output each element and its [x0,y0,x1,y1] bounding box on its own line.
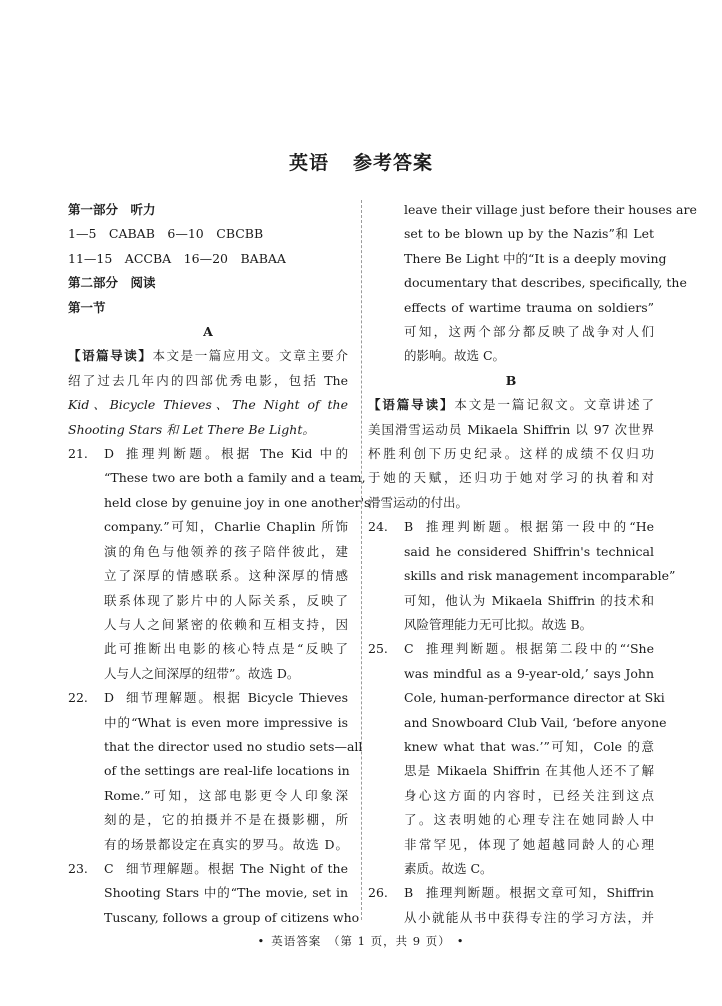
answer-letter: B [404,885,414,901]
explanation-line: 人与人之间深厚的纽带”。故选 D。 [104,665,300,681]
intro-line: 美国滑雪运动员 Mikaela Shiffrin 以 97 次世界 [368,421,654,437]
explanation-line: set to be blown up by the Nazis”和 Let [404,226,654,242]
answer-letter: B [404,519,414,535]
intro-line: 杯胜利创下历史纪录。这样的成绩不仅归功 [368,446,654,462]
explanation-line: said he considered Shiffrin's technical [404,543,654,559]
page-footer [0,933,722,949]
explanation-line: 推理判断题。根据第二段中的“‘She [426,641,654,657]
explanation-line: 有的场景都设定在真实的罗马。故选 D。 [104,836,348,852]
page-title [0,148,722,175]
explanation-line: 联系体现了影片中的人际关系，反映了 [104,592,348,608]
explanation-line: 的影响。故选 C。 [404,348,506,364]
passage-b-intro [368,393,654,515]
answer-letter: D [104,446,115,462]
explanation-line: 推理判断题。根据 The Kid 中的 [126,446,348,462]
section-heading-reading: 第二部分 阅读 [68,275,156,291]
explanation-line: 思是 Mikaela Shiffrin 在其他人还不了解 [404,763,654,779]
left-column [68,198,371,930]
explanation-line: of the settings are real-life locations in [104,763,350,779]
explanation-line: 身心这方面的内容时，已经关注到这点 [404,787,654,803]
explanation-line: 非常罕见，体现了她超越同龄人的心理 [404,836,654,852]
intro-line: Shooting Stars 和 Let There Be Light。 [68,421,315,437]
explanation-line: Shooting Stars 中的“The movie, set in [104,885,348,901]
intro-line: 本文是一篇应用文。文章主要介 [152,348,348,364]
explanation-line: 推理判断题。根据文章可知，Shiffrin [426,885,654,901]
answer-letter: C [104,860,114,876]
explanation-line: knew what that was.’”可知，Cole 的意 [404,738,654,754]
explanation-line: 可知，这两个部分都反映了战争对人们 [404,324,654,340]
answer-item-22 [68,686,363,857]
footer-bullet-icon: • [456,934,465,948]
section-heading-listening: 第一部分 听力 [68,202,156,217]
question-number: 22. [68,690,88,706]
explanation-line: 中的“What is even more impressive is [104,714,348,730]
subsection-heading: 第一节 [68,299,106,315]
explanation-line: 推理判断题。根据第一段中的“He [426,519,654,535]
explanation-line: Cole, human-performance director at Ski [404,690,665,706]
question-number: 26. [368,885,388,901]
answer-item-21 [68,442,371,686]
explanation-line: was mindful as a 9-year-old,’ says John [404,665,654,681]
intro-line: Kid、Bicycle Thieves、The Night of the [68,397,348,413]
explanation-line: 从小就能从书中获得专注的学习方法，并 [404,909,654,925]
listening-answers-1: 1—5 CABAB 6—10 CBCBB [68,226,264,242]
answer-item-25 [368,637,667,881]
answer-item-23-continued [404,198,697,369]
intro-label: 【语篇导读】 [68,348,153,364]
answer-letter: D [104,690,115,706]
explanation-line: 细节理解题。根据 The Night of the [126,860,348,876]
footer-text: 英语答案 （第 1 页，共 9 页） [271,934,451,948]
column-divider [361,200,362,920]
explanation-line: documentary that describes, specifically, the [404,275,687,291]
explanation-line: effects of wartime trauma on soldiers” [404,299,654,315]
explanation-line: 刻的是，它的拍摄并不是在摄影棚，所 [104,812,348,828]
explanation-line: 人与人之间紧密的依赖和互相支持，因 [104,616,348,632]
intro-line: 本文是一篇记叙文。文章讲述了 [454,397,654,413]
explanation-line: 细节理解题。根据 Bicycle Thieves [126,690,348,706]
explanation-line: 立了深厚的情感联系。这种深厚的情感 [104,568,348,584]
explanation-line: 此可推断出电影的核心特点是“反映了 [104,641,348,657]
explanation-line: leave their village just before their houses are [404,202,697,217]
footer-bullet-icon: • [257,934,266,948]
intro-line: 绍了过去几年内的四部优秀电影，包括 The [68,372,348,388]
explanation-line: 素质。故选 C。 [404,860,493,876]
answer-item-26 [368,881,654,930]
intro-label: 【语篇导读】 [368,397,455,413]
explanation-line: There Be Light 中的“It is a deeply moving [404,250,667,266]
answer-item-24 [368,515,676,637]
explanation-line: 了。这表明她的心理专注在她同龄人中 [404,812,654,828]
intro-line: 滑雪运动的付出。 [368,494,469,510]
explanation-line: “These two are both a family and a team, [104,470,366,486]
explanation-line: Rome.”可知，这部电影更令人印象深 [104,787,348,803]
question-number: 23. [68,860,88,876]
passage-a-intro [68,344,348,442]
explanation-line: held close by genuine joy in one another's [104,494,371,510]
explanation-line: and Snowboard Club Vail, ‘before anyone [404,714,667,730]
passage-letter-b: B [505,372,517,388]
explanation-line: company.”可知，Charlie Chaplin 所饰 [104,519,348,535]
question-number: 25. [368,641,388,657]
question-number: 24. [368,519,388,535]
intro-line: 于她的天赋，还归功于她对学习的执着和对 [368,470,654,486]
explanation-line: 演的角色与他领养的孩子陪伴彼此，建 [104,543,348,559]
explanation-line: Tuscany, follows a group of citizens who [104,909,360,925]
title-subject: 英语 [288,152,329,174]
listening-answers-2: 11—15 ACCBA 16—20 BABAA [68,250,286,266]
answer-letter: C [404,641,414,657]
answer-item-23 [68,857,360,930]
explanation-line: 风险管理能力无可比拟。故选 B。 [404,616,593,632]
explanation-line: that the director used no studio sets—all [104,738,363,754]
right-column [368,198,697,930]
question-number: 21. [68,446,88,462]
passage-letter-a: A [203,324,213,340]
title-text: 参考答案 [353,152,434,174]
explanation-line: skills and risk management incomparable” [404,568,676,584]
explanation-line: 可知，他认为 Mikaela Shiffrin 的技术和 [404,592,654,608]
